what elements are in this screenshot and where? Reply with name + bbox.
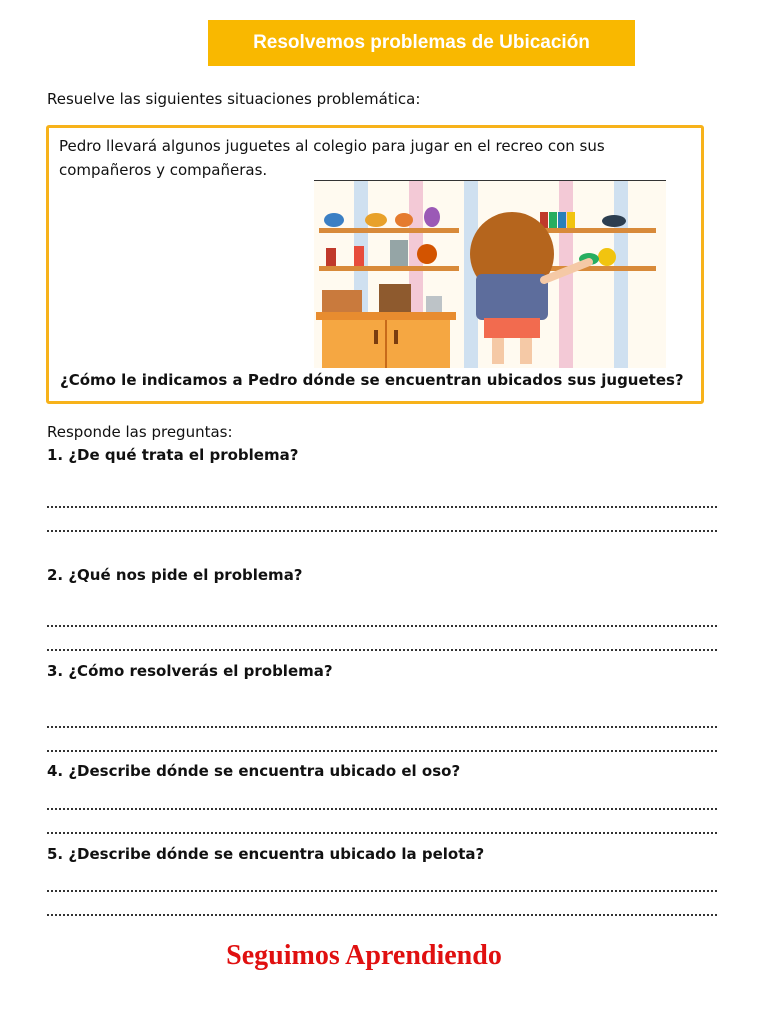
question-2: 2. ¿Qué nos pide el problema?	[47, 566, 303, 584]
answer-line[interactable]	[47, 746, 717, 752]
answer-line[interactable]	[47, 910, 717, 916]
problem-text: Pedro llevará algunos juguetes al colegio para jugar en el recreo con sus compañeros y compañeras.	[59, 137, 605, 179]
respond-label: Responde las preguntas:	[47, 423, 233, 441]
bear-icon	[417, 244, 437, 264]
page-title: Resolvemos problemas de Ubicación	[253, 32, 590, 53]
question-3: 3. ¿Cómo resolverás el problema?	[47, 662, 333, 680]
answer-line[interactable]	[47, 722, 717, 728]
toy-shelf-illustration	[314, 180, 666, 368]
intro-text: Resuelve las siguientes situaciones problemática:	[47, 90, 421, 108]
answer-line[interactable]	[47, 621, 717, 627]
question-4: 4. ¿Describe dónde se encuentra ubicado el oso?	[47, 762, 461, 780]
question-1: 1. ¿De qué trata el problema?	[47, 446, 299, 464]
problem-question: ¿Cómo le indicamos a Pedro dónde se encuentran ubicados sus juguetes?	[60, 371, 684, 389]
ball-icon	[598, 248, 616, 266]
answer-line[interactable]	[47, 886, 717, 892]
answer-line[interactable]	[47, 828, 717, 834]
problem-box	[46, 125, 704, 404]
answer-line[interactable]	[47, 526, 717, 532]
answer-line[interactable]	[47, 502, 717, 508]
footer-text: Seguimos Aprendiendo	[226, 940, 502, 971]
answer-line[interactable]	[47, 645, 717, 651]
title-banner	[208, 20, 635, 66]
question-5: 5. ¿Describe dónde se encuentra ubicado la pelota?	[47, 845, 485, 863]
answer-line[interactable]	[47, 804, 717, 810]
